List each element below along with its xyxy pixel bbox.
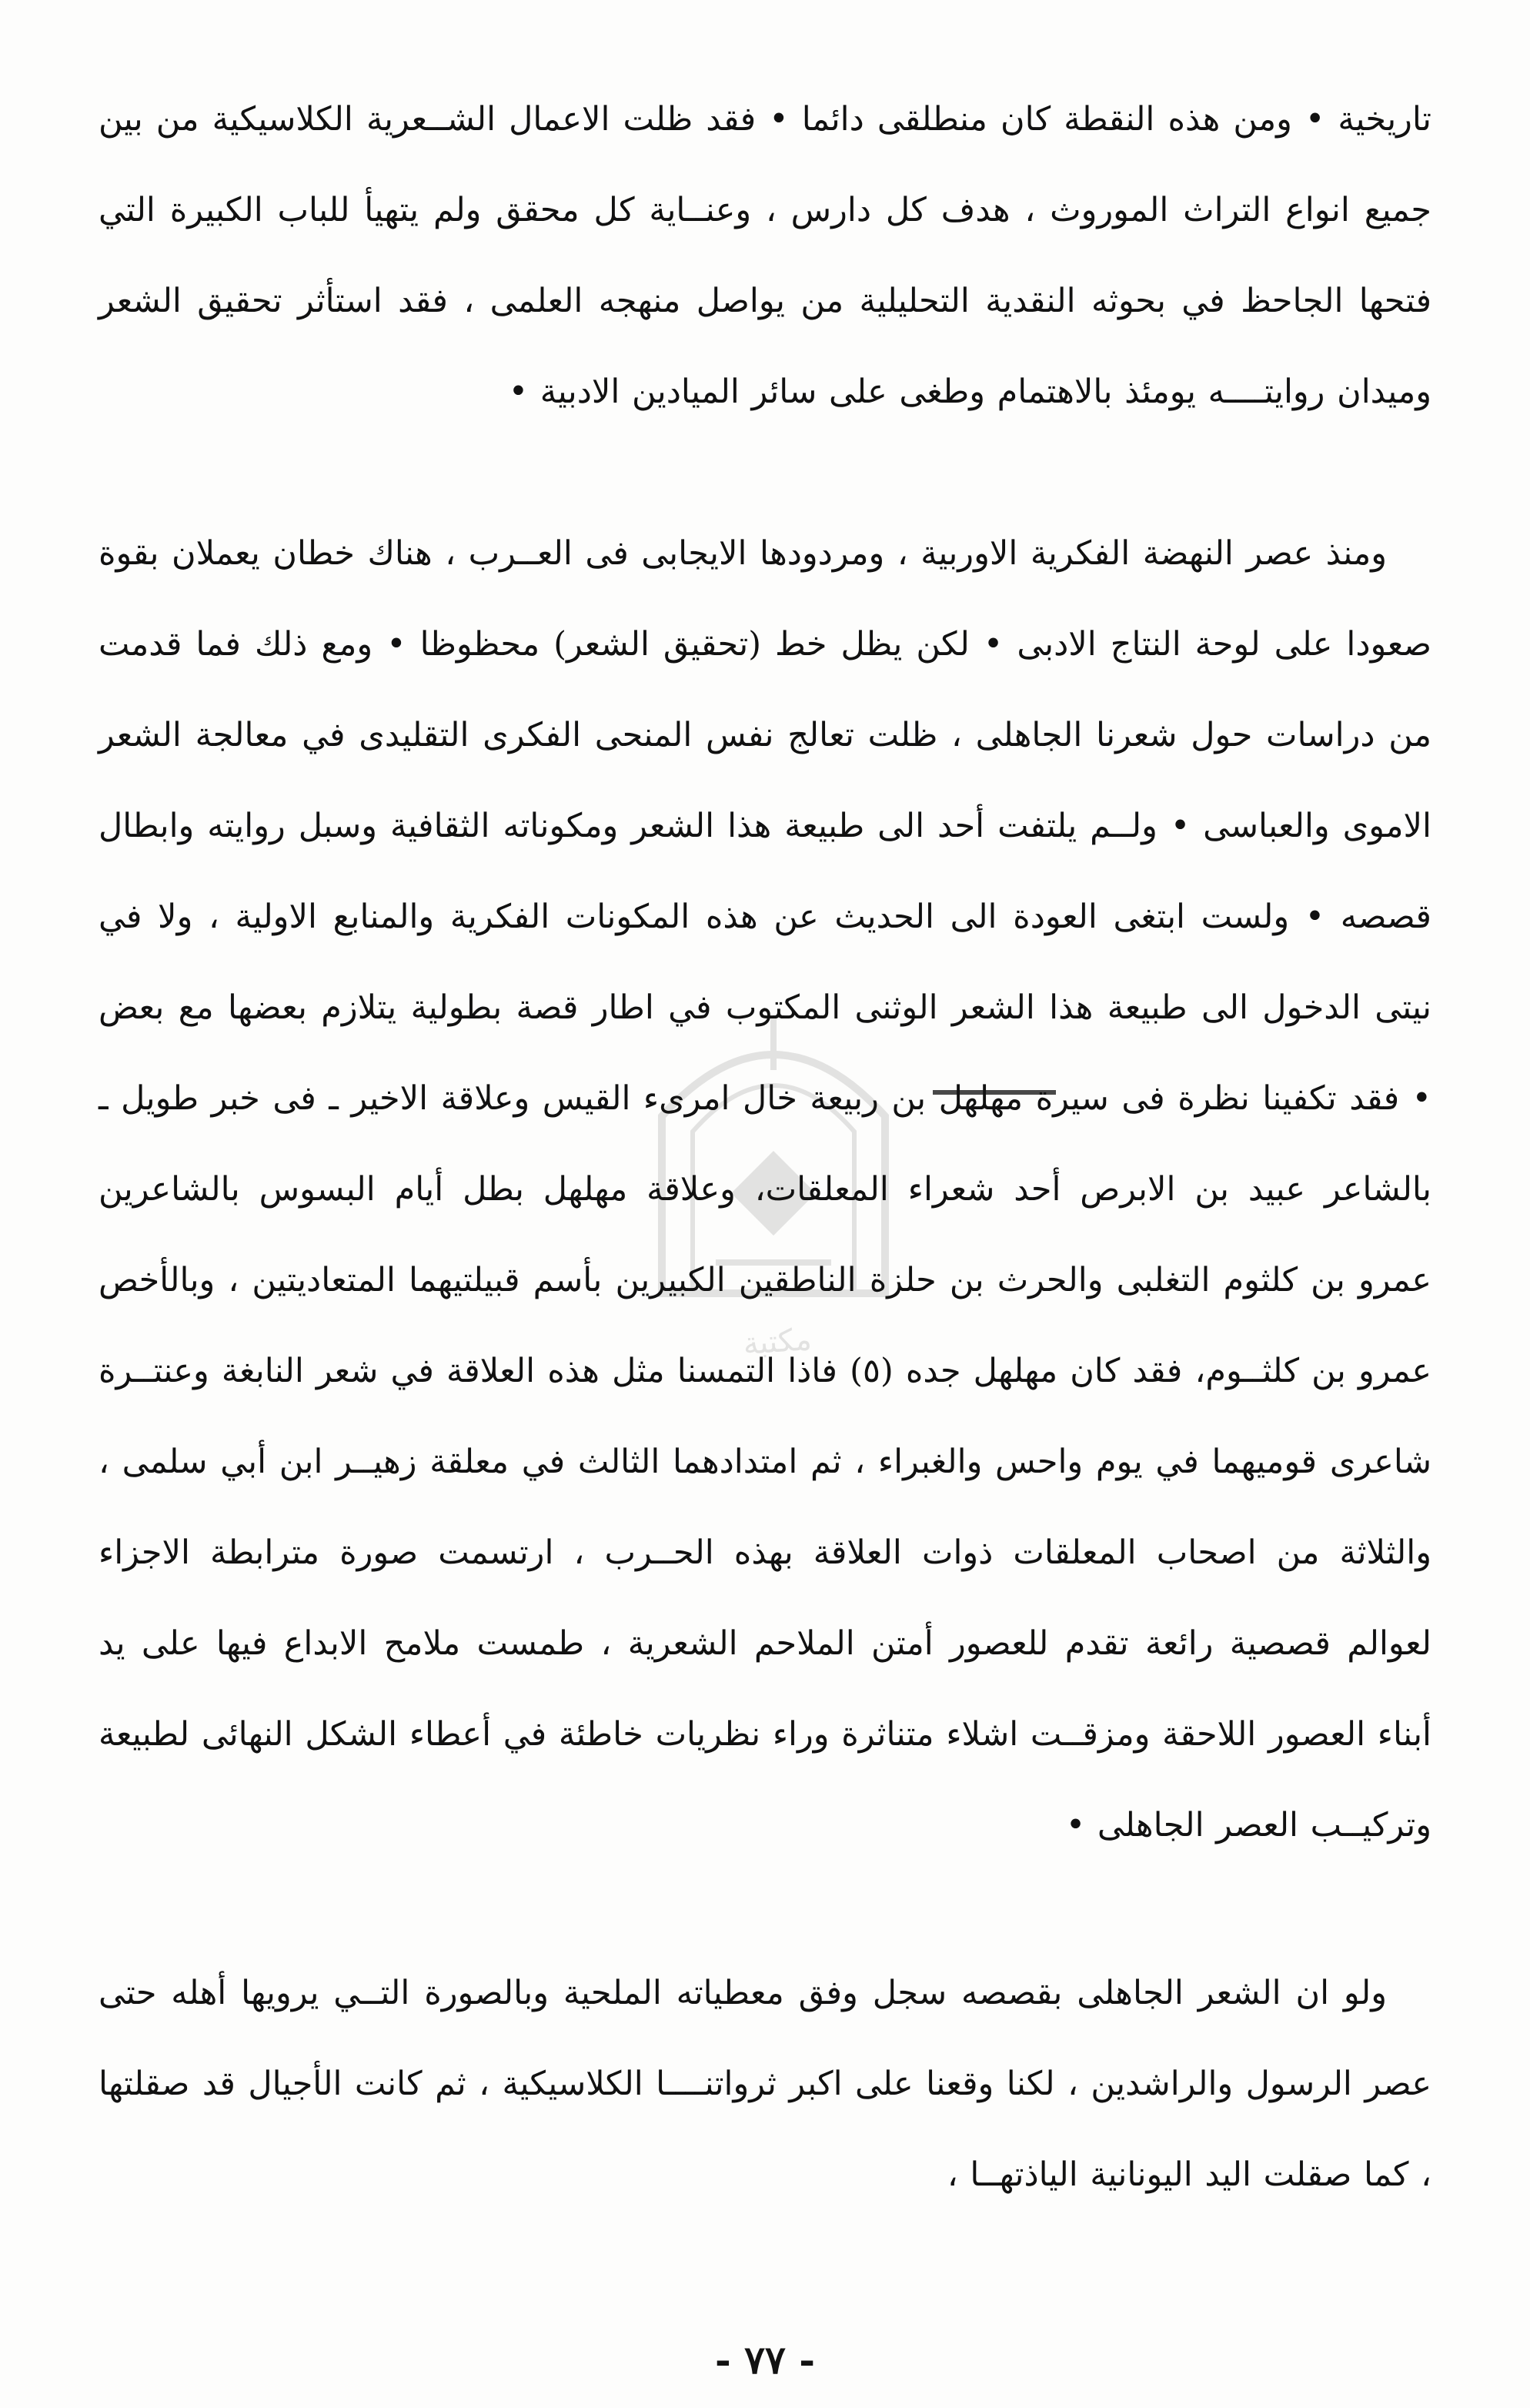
page-number: - ٧٧ - (714, 2337, 816, 2383)
paragraph-2-text: ومنذ عصر النهضة الفكرية الاوربية ، ومردودها الايجابى فى العــرب ، هناك خطان يعملان بقوة صعودا على لوحة النتاج الادبى • لكن يظل خط (تحقيق الشعر) محظوظا • ومع ذلك فما قدمت من دراسات حول شعرنا الجاهلى ، ظلت تعالج نفس المنحى الفكرى التقليدى في معالجة الشعر الاموى والعباسى • ولــم يلتفت أحد الى طبيعة هذا الشعر ومكوناته الثقافية وسبل روايته وابطال قصصه • ولست ابتغى العودة الى الحديث عن هذه المكونات الفكرية والمنابع الاولية ، ولا في نيتى الدخول الى طبيعة هذا الشعر الوثنى المكتوب في اطار قصة بطولية يتلازم بعضها مع بعض • فقد تكفينا نظرة فى سيرة مهلهل بن ربيعة خال امرىء القيس وعلاقة الاخير ـ فى خبر طويل ـ بالشاعر عبيد بن الابرص أحد شعراء المعلقات، وعلاقة مهلهل بطل أيام البسوس بالشاعرين عمرو بن كلثوم التغلبى والحرث بن حلزة الناطقين الكبيرين بأسم قبيلتيهما المتعاديتين ، وبالأخص عمرو بن كلثــوم، فقد كان مهلهل جده (٥) فاذا التمسنا مثل هذه العلاقة في شعر النابغة وعنتــرة شاعرى قوميهما في يوم واحس والغبراء ، ثم امتدادهما الثالث في معلقة زهيــر ابن أبي سلمى ، والثلاثة من اصحاب المعلقات ذوات العلاقة بهذه الحــرب ، ارتسمت صورة مترابطة الاجزاء لعوالم قصصية رائعة تقدم للعصور أمتن الملاحم الشعرية ، طمست ملامح الابداع فيها على يد أبناء العصور اللاحقة ومزقــت اشلاء متناثرة وراء نظريات خاطئة في أعطاء الشكل النهائى لطبيعة وتركيــب العصر الجاهلى • (99, 534, 1431, 1844)
paragraph-1 (99, 74, 1431, 437)
paragraph-2 (99, 508, 1431, 1871)
paragraph-1-text: تاريخية • ومن هذه النقطة كان منطلقى دائما • فقد ظلت الاعمال الشــعرية الكلاسيكية من بين جميع انواع التراث الموروث ، هدف كل دارس ، وعنــاية كل محقق ولم يتهيأ للباب الكبيرة التي فتحها الجاحظ في بحوثه النقدية التحليلية من يواصل منهجه العلمى ، فقد استأثر تحقيق الشعر وميدان روايتــــه يومئذ بالاهتمام وطغى على سائر الميادين الادبية • (99, 100, 1431, 411)
paragraph-3-text: ولو ان الشعر الجاهلى بقصصه سجل وفق معطياته الملحية وبالصورة التــي يرويها أهله حتى عصر الرسول والراشدين ، لكنا وقعنا على اكبر ثرواتنــــا الكلاسيكية ، ثم كانت الأجيال قد صقلتها ، كما صقلت اليد اليونانية الياذتهــا ، (99, 1974, 1431, 2194)
library-watermark-text: مكتبة (741, 1321, 813, 1363)
paragraph-3 (99, 1948, 1431, 2220)
